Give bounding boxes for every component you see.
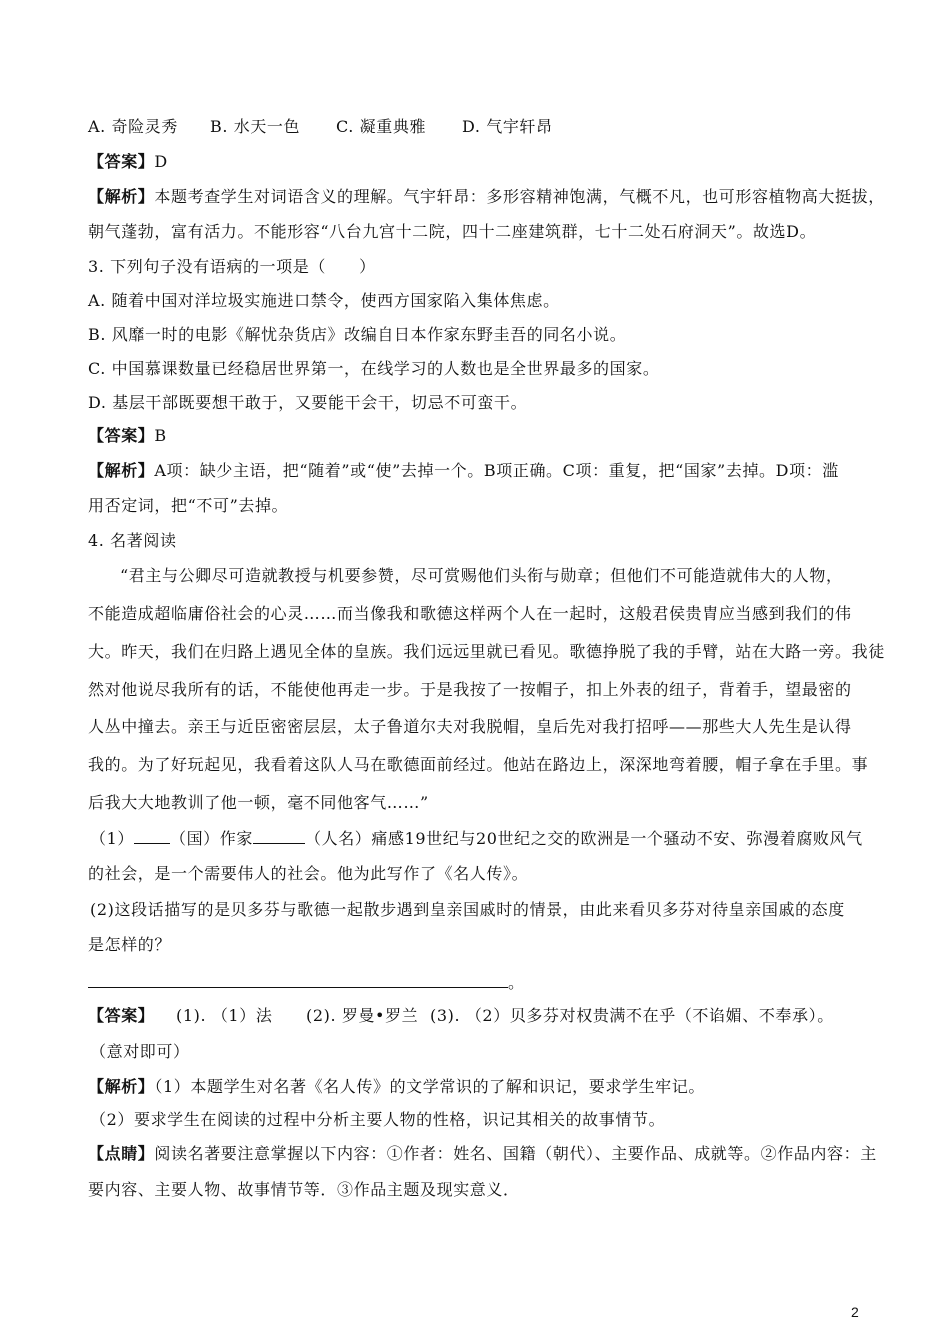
q4-tip-line-2: 要内容、主要人物、故事情节等．③作品主题及现实意义． <box>88 1180 520 1199</box>
q4-answer <box>88 1006 868 1026</box>
analysis-label: 【解析】 <box>88 461 155 480</box>
q4-passage-line-4: 然对他说尽我所有的话，不能使他再走一步。于是我按了一按帽子，扣上外表的纽子，背着手，望最密的 <box>88 680 852 699</box>
answer-part-3: (3). （2）贝多芬对权贵满不在乎（不谄媚、不奉承）。 <box>430 1006 834 1025</box>
q4-analysis-line-2: （2）要求学生在阅读的过程中分析主要人物的性格，识记其相关的故事情节。 <box>90 1110 666 1129</box>
q4-passage-line-6: 我的。为了好玩起见，我看着这队人马在歌德面前经过。他站在路边上，深深地弯着腰，帽子拿在手里。事 <box>88 755 869 774</box>
fill-blank-attitude[interactable] <box>88 973 508 988</box>
answer-value: B <box>154 426 167 445</box>
q2-option-b: B. 水天一色 <box>210 117 301 136</box>
blank-end-punct: 。 <box>508 973 525 992</box>
q2-analysis-line-2: 朝气蓬勃，富有活力。不能形容“八台九宫十二院，四十二座建筑群，七十二处石府洞天”。故选D。 <box>88 222 817 241</box>
q3-stem: 3. 下列句子没有语病的一项是（ ） <box>88 257 376 276</box>
q4-sub1-line-2: 的社会，是一个需要伟人的社会。他为此写作了《名人传》。 <box>88 864 529 883</box>
fill-blank-country[interactable] <box>134 829 170 844</box>
q4-passage-line-5: 人丛中撞去。亲王与近臣密密层层，太子鲁道尔夫对我脱帽，皇后先对我打招呼——那些大人先生是认得 <box>88 717 852 736</box>
q3-option-b: B. 风靡一时的电影《解忧杂货店》改编自日本作家东野圭吾的同名小说。 <box>88 325 627 344</box>
analysis-label: 【解析】 <box>88 1077 155 1096</box>
answer-part-1: (1). （1）法 <box>176 1006 273 1025</box>
q4-stem: 4. 名著阅读 <box>88 531 177 550</box>
q4-answer-blank-line <box>88 973 868 993</box>
q2-option-a: A. 奇险灵秀 <box>88 117 178 136</box>
q3-analysis-line-2: 用否定词，把“不可”去掉。 <box>88 496 289 515</box>
q3-analysis-line-1 <box>88 461 868 481</box>
q2-option-c: C. 凝重典雅 <box>336 117 427 136</box>
answer-label: 【答案】 <box>88 426 155 445</box>
q2-answer <box>88 152 868 172</box>
q3-answer <box>88 426 868 446</box>
q2-option-d: D. 气宇轩昂 <box>462 117 553 136</box>
q4-answer-note: （意对即可） <box>90 1042 190 1061</box>
answer-value: D <box>154 152 168 171</box>
q4-passage-line-1: “君主与公卿尽可造就教授与机要参赞，尽可赏赐他们头衔与勋章；但他们不可能造就伟大的人物， <box>120 566 843 585</box>
analysis-text: A项：缺少主语，把“随着”或“使”去掉一个。B项正确。C项：重复，把“国家”去掉。D项：滥 <box>154 461 839 480</box>
q2-analysis-line-1 <box>88 187 885 207</box>
sub-question-number: （1） <box>90 829 134 848</box>
page-number: 2 <box>851 1304 859 1320</box>
q4-sub2-line-2: 是怎样的？ <box>88 935 172 954</box>
answer-label: 【答案】 <box>88 152 155 171</box>
fill-blank-author[interactable] <box>253 829 305 844</box>
q3-option-c: C. 中国慕课数量已经稳居世界第一，在线学习的人数也是全世界最多的国家。 <box>88 359 660 378</box>
q4-passage-line-7: 后我大大地教训了他一顿，毫不同他客气……” <box>88 793 429 812</box>
q4-passage-line-3: 大。昨天，我们在归路上遇见全体的皇族。我们远远里就已看见。歌德挣脱了我的手臂，站在大路一旁。我徒 <box>88 642 885 661</box>
sub1-text-a: （国）作家 <box>169 829 253 848</box>
tip-label: 【点睛】 <box>88 1144 155 1163</box>
tip-text: 阅读名著要注意掌握以下内容：①作者：姓名、国籍（朝代）、主要作品、成就等。②作品内容：主 <box>154 1144 877 1163</box>
q2-options-row <box>88 117 868 137</box>
q4-analysis-line-1 <box>88 1077 868 1097</box>
q4-tip-line-1 <box>88 1144 877 1164</box>
q3-option-a: A. 随着中国对洋垃圾实施进口禁令，使西方国家陷入集体焦虑。 <box>88 291 560 310</box>
answer-part-2: (2). 罗曼•罗兰 <box>306 1006 419 1025</box>
q4-passage-line-2: 不能造成超临庸俗社会的心灵……而当像我和歌德这样两个人在一起时，这般君侯贵胄应当感到我们的伟 <box>88 604 852 623</box>
analysis-text: 本题考查学生对词语含义的理解。气宇轩昂：多形容精神饱满，气概不凡，也可形容植物高大挺拔， <box>154 187 885 206</box>
q4-sub1-line-1 <box>90 829 870 849</box>
analysis-label: 【解析】 <box>88 187 155 206</box>
q4-sub2-line-1: (2)这段话描写的是贝多芬与歌德一起散步遇到皇亲国戚时的情景，由此来看贝多芬对待皇亲国戚的态度 <box>90 900 845 919</box>
q3-option-d: D. 基层干部既要想干敢于，又要能干会干，切忌不可蛮干。 <box>88 393 528 412</box>
sub1-text-b: （人名）痛感19世纪与20世纪之交的欧洲是一个骚动不安、弥漫着腐败风气 <box>305 829 863 848</box>
analysis-text: （1）本题学生对名著《名人传》的文学常识的了解和识记，要求学生牢记。 <box>154 1077 705 1096</box>
answer-label: 【答案】 <box>88 1006 155 1025</box>
